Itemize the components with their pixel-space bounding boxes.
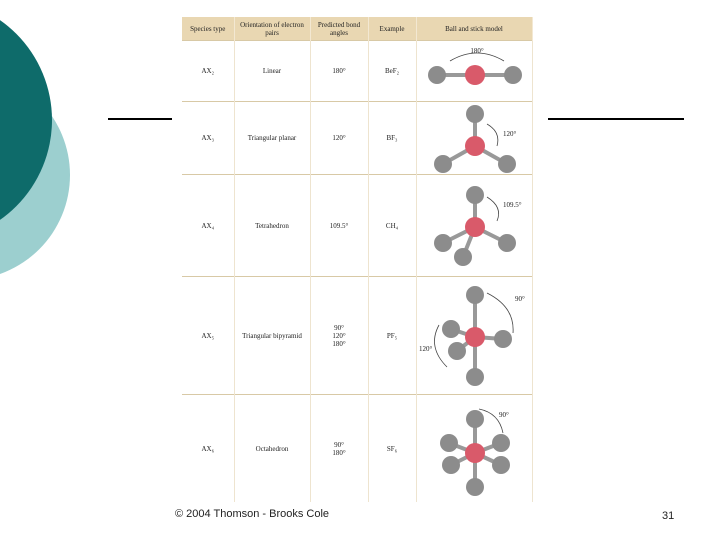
orientation-cell: Triangular bipyramid — [234, 277, 310, 395]
copyright-text: © 2004 Thomson - Brooks Cole — [175, 508, 330, 520]
table-row — [182, 41, 532, 102]
angle-label-2: 120° — [418, 345, 432, 353]
linear-molecule-model — [417, 41, 533, 101]
table-row — [182, 395, 532, 503]
header-angles: Predicted bond angles — [310, 17, 368, 41]
outer-atom — [498, 155, 516, 173]
outer-atom — [466, 186, 484, 204]
header-example: Example — [368, 17, 416, 41]
angle-label: 90° — [498, 411, 509, 419]
outer-atom — [442, 320, 460, 338]
center-atom — [465, 443, 485, 463]
trigonal-planar-model — [417, 102, 533, 174]
center-atom — [465, 217, 485, 237]
right-divider-line — [548, 118, 684, 120]
table-row — [182, 277, 532, 395]
tetrahedral-model — [417, 175, 533, 276]
outer-atom — [434, 234, 452, 252]
table-header-row — [182, 17, 532, 41]
angles-cell: 109.5° — [310, 175, 368, 277]
outer-atom — [428, 66, 446, 84]
angles-cell: 180° — [310, 41, 368, 102]
outer-atom — [466, 286, 484, 304]
center-atom — [465, 136, 485, 156]
angles-cell: 90° 180° — [310, 395, 368, 503]
example-cell: SF₆ — [368, 395, 416, 503]
octahedral-model — [417, 395, 533, 502]
species-cell: AX₄ — [182, 175, 234, 277]
outer-atom — [492, 456, 510, 474]
outer-atom — [498, 234, 516, 252]
header-orientation: Orientation of electron pairs — [234, 17, 310, 41]
angle-arc — [487, 124, 498, 146]
header-species: Species type — [182, 17, 234, 41]
center-atom — [465, 327, 485, 347]
table-row — [182, 102, 532, 175]
angles-cell: 120° — [310, 102, 368, 175]
example-cell: CH₄ — [368, 175, 416, 277]
species-cell: AX₆ — [182, 395, 234, 503]
model-cell-bipyramidal — [416, 277, 532, 395]
outer-atom — [442, 456, 460, 474]
outer-atom — [466, 368, 484, 386]
outer-atom — [434, 155, 452, 173]
vsepr-table — [182, 17, 532, 502]
angle-label: 180° — [469, 47, 484, 55]
orientation-cell: Octahedron — [234, 395, 310, 503]
outer-atom — [492, 434, 510, 452]
species-cell: AX₅ — [182, 277, 234, 395]
model-cell-octahedral — [416, 395, 532, 503]
outer-atom — [466, 410, 484, 428]
header-model: Ball and stick model — [416, 17, 532, 41]
outer-atom — [448, 342, 466, 360]
model-cell-linear — [416, 41, 532, 102]
example-cell: BeF₂ — [368, 41, 416, 102]
angles-cell: 90° 120° 180° — [310, 277, 368, 395]
model-cell-trigonal — [416, 102, 532, 175]
outer-atom — [440, 434, 458, 452]
angle-arc — [487, 293, 513, 333]
orientation-cell: Tetrahedron — [234, 175, 310, 277]
species-cell: AX₃ — [182, 102, 234, 175]
angle-arc — [487, 197, 499, 221]
table-row — [182, 175, 532, 277]
angle-label: 109.5° — [502, 201, 522, 209]
trigonal-bipyramidal-model — [417, 277, 533, 394]
angle-label: 120° — [502, 130, 516, 138]
example-cell: PF₅ — [368, 277, 416, 395]
orientation-cell: Triangular planar — [234, 102, 310, 175]
orientation-cell: Linear — [234, 41, 310, 102]
left-divider-line — [108, 118, 172, 120]
outer-atom — [454, 248, 472, 266]
outer-atom — [494, 330, 512, 348]
page-number: 31 — [662, 510, 675, 522]
model-cell-tetrahedral — [416, 175, 532, 277]
outer-atom — [466, 478, 484, 496]
example-cell: BF₃ — [368, 102, 416, 175]
outer-atom — [504, 66, 522, 84]
outer-atom — [466, 105, 484, 123]
center-atom — [465, 65, 485, 85]
species-cell: AX₂ — [182, 41, 234, 102]
angle-label: 90° — [514, 295, 525, 303]
